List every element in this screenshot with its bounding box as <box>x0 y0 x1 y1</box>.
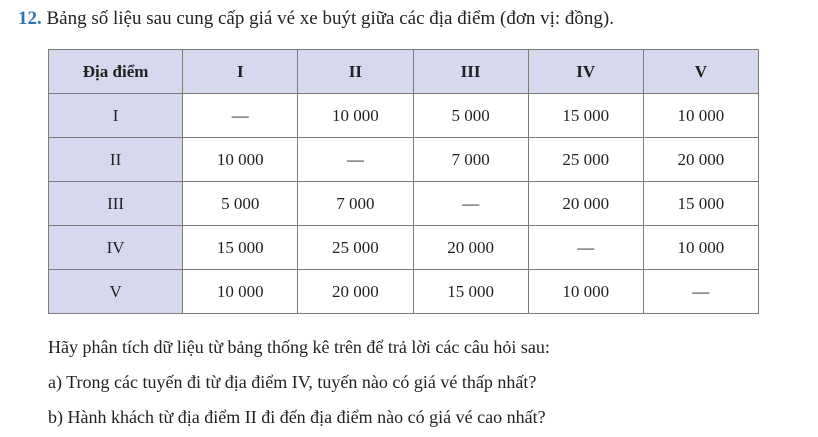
table-cell: 10 000 <box>183 138 298 182</box>
table-cell: 10 000 <box>643 94 758 138</box>
problem-heading <box>18 6 614 32</box>
table-cell: 20 000 <box>298 270 413 314</box>
table-header-row <box>49 50 759 94</box>
header-cell: IV <box>528 50 643 94</box>
table-cell: — <box>413 182 528 226</box>
table-row <box>49 138 759 182</box>
table-row <box>49 94 759 138</box>
table-cell: 15 000 <box>183 226 298 270</box>
questions-block <box>48 330 550 435</box>
row-label: II <box>49 138 183 182</box>
row-label: III <box>49 182 183 226</box>
header-cell: I <box>183 50 298 94</box>
questions-intro: Hãy phân tích dữ liệu từ bảng thống kê trên để trả lời các câu hỏi sau: <box>48 337 550 357</box>
table-cell: 7 000 <box>298 182 413 226</box>
table-cell: 20 000 <box>643 138 758 182</box>
table-cell: 15 000 <box>528 94 643 138</box>
header-cell-location: Địa điểm <box>49 50 183 94</box>
row-label: IV <box>49 226 183 270</box>
table-cell: 25 000 <box>528 138 643 182</box>
table-cell: 20 000 <box>413 226 528 270</box>
table-cell: — <box>643 270 758 314</box>
table-cell: 10 000 <box>183 270 298 314</box>
table-cell: 10 000 <box>298 94 413 138</box>
table-cell: 15 000 <box>413 270 528 314</box>
bus-fare-table <box>48 49 759 314</box>
row-label: V <box>49 270 183 314</box>
table-cell: 10 000 <box>643 226 758 270</box>
table-row <box>49 226 759 270</box>
table-cell: — <box>298 138 413 182</box>
header-cell: V <box>643 50 758 94</box>
table-row <box>49 270 759 314</box>
table-cell: 5 000 <box>183 182 298 226</box>
table-row <box>49 182 759 226</box>
table-cell: 7 000 <box>413 138 528 182</box>
table-cell: 5 000 <box>413 94 528 138</box>
table-cell: 25 000 <box>298 226 413 270</box>
question-b: b) Hành khách từ địa điểm II đi đến địa điểm nào có giá vé cao nhất? <box>48 407 546 427</box>
table-cell: 10 000 <box>528 270 643 314</box>
table-cell: — <box>528 226 643 270</box>
table-cell: 15 000 <box>643 182 758 226</box>
table-cell: — <box>183 94 298 138</box>
problem-number: 12. <box>18 8 42 29</box>
question-a: a) Trong các tuyến đi từ địa điểm IV, tuyến nào có giá vé thấp nhất? <box>48 372 537 392</box>
table-cell: 20 000 <box>528 182 643 226</box>
problem-statement: Bảng số liệu sau cung cấp giá vé xe buýt giữa các địa điểm (đơn vị: đồng). <box>46 8 614 29</box>
header-cell: III <box>413 50 528 94</box>
header-cell: II <box>298 50 413 94</box>
row-label: I <box>49 94 183 138</box>
